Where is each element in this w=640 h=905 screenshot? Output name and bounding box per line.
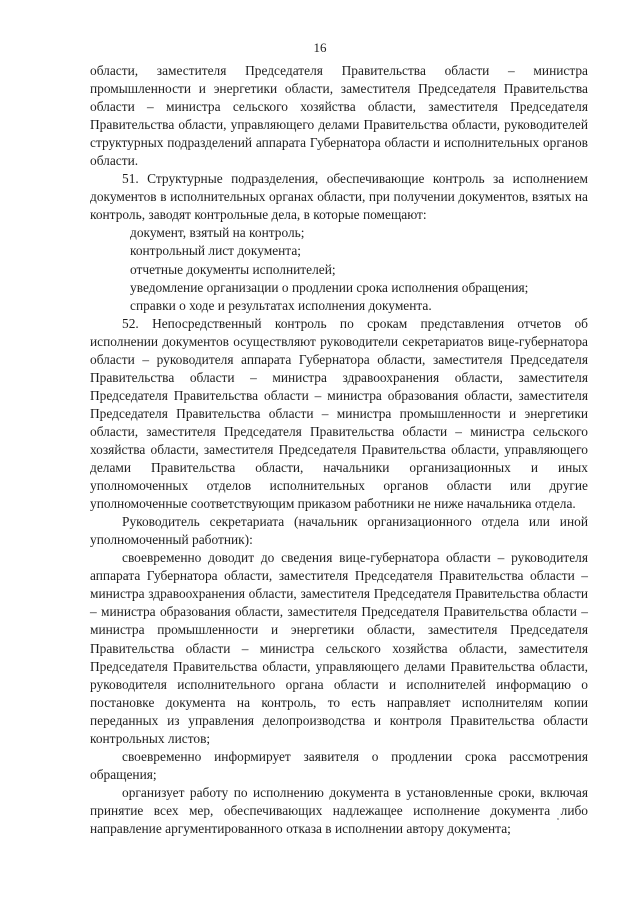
paragraph-continuation: области, заместителя Председателя Правительства области – министра промышленности и энергетики области, заместителя Председателя Правительства области – министра сельского хозяйства области, заместителя Председателя Правительства области, управляющего делами Правительства области, руководителей структурных подразделений аппарата Губернатора области и исполнительных органов области.: [90, 63, 588, 169]
paragraph-duty-inform-applicant: своевременно информирует заявителя о продлении срока рассмотрения обращения;: [90, 748, 588, 782]
paragraph-head-of-secretariat: Руководитель секретариата (начальник организационного отдела или иной уполномоченный работник):: [90, 514, 588, 548]
list-item: отчетные документы исполнителей;: [130, 261, 336, 277]
document-body: [90, 62, 588, 838]
list-item: справки о ходе и результатах исполнения документа.: [130, 297, 432, 313]
paragraph-duty-organize-work: организует работу по исполнению документа в установленные сроки, включая принятие всех мер, обеспечивающих надлежащее исполнение документа либо направление аргументированного отказа в исполнении автору документа;: [90, 784, 588, 836]
list-item: контрольный лист документа;: [130, 243, 301, 259]
paragraph-duty-notify-officials: своевременно доводит до сведения вице-губернатора области – руководителя аппарата Губернатора области, заместителя Председателя Правительства области – министра здравоохранения области, заместителя Председателя Правительства области – министра образования области, заместителя Председателя Правительства области – министра промышленности и энергетики области, заместителя Председателя Правительства области – министра сельского хозяйства области, заместителя Председателя Правительства области, управляющего делами Правительства области, руководителя исполнительного органа области и исполнителей информацию о постановке документа на контроль, то есть направляет исполнителям копии переданных из управления делопроизводства и контроля Правительства области контрольных листов;: [90, 550, 588, 746]
scan-speck: [557, 818, 559, 820]
list-item: уведомление организации о продлении срока исполнения обращения;: [130, 279, 529, 295]
paragraph-52: 52. Непосредственный контроль по срокам представления отчетов об исполнении документов осуществляют руководители секретариатов вице-губернатора области – руководителя аппарата Губернатора области, заместителя Председателя Правительства области – министра здравоохранения области, заместителя Председателя Правительства области – министра образования области, заместителя Председателя Правительства области – министра промышленности и энергетики области, заместителя Председателя Правительства области – министра сельского хозяйства области, заместителя Председателя Правительства области, управляющего делами Правительства области, начальники организационных и иных уполномоченных отделов исполнительных органов области или другие уполномоченные соответствующим приказом работники не ниже начальника отдела.: [90, 315, 588, 512]
paragraph-51: 51. Структурные подразделения, обеспечивающие контроль за исполнением документов в исполнительных органах области, при получении документов, взятых на контроль, заводят контрольные дела, в которые помещают:: [90, 171, 588, 223]
page-number: 16: [313, 40, 327, 55]
list-item: документ, взятый на контроль;: [130, 225, 305, 241]
